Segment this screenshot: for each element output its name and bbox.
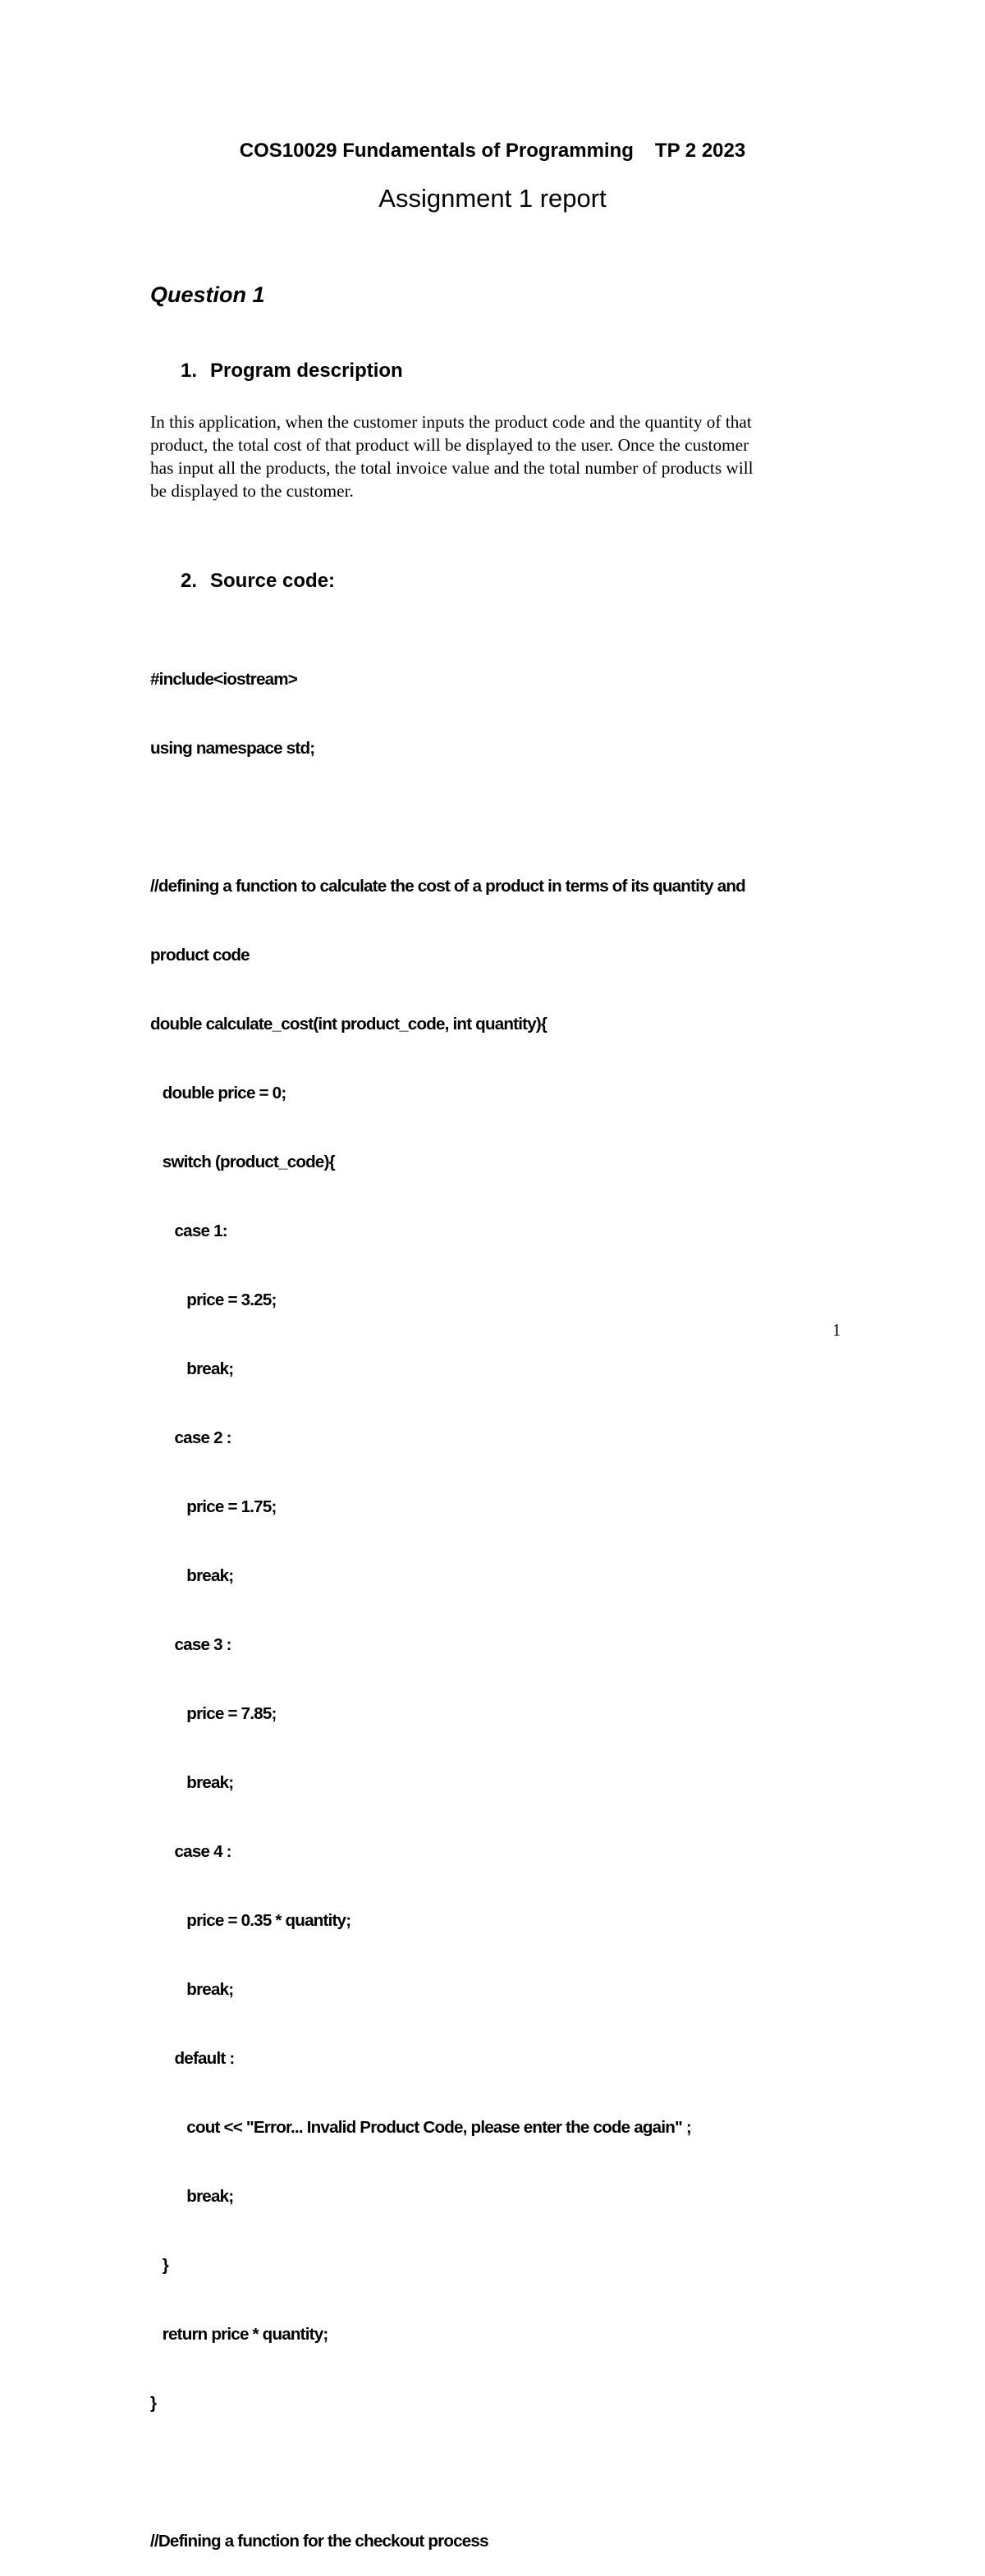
code-line: break; (150, 1566, 234, 1585)
paragraph-line: be displayed to the customer. (150, 481, 354, 501)
program-description-paragraph (150, 410, 873, 502)
code-line: //Defining a function for the checkout process (150, 2532, 488, 2551)
course-header (0, 140, 985, 163)
code-line: default : (150, 2049, 235, 2068)
code-line: case 3 : (150, 1635, 231, 1654)
code-line: double price = 0; (150, 1084, 286, 1102)
section-heading-source-code (181, 570, 335, 593)
code-line: #include<iostream> (150, 670, 298, 689)
code-line: //defining a function to calculate the cost of a product in terms of its quantity and (150, 877, 745, 896)
source-code-block (150, 622, 745, 2576)
code-line: price = 1.75; (150, 1497, 277, 1516)
code-line: return price * quantity; (150, 2325, 328, 2344)
paragraph-line: product, the total cost of that product will be displayed to the user. Once the customer (150, 435, 749, 455)
code-line (150, 2461, 745, 2484)
code-line: price = 7.85; (150, 1704, 277, 1723)
paragraph-line: In this application, when the customer inputs the product code and the quantity of that (150, 412, 752, 432)
code-line: price = 0.35 * quantity; (150, 1911, 351, 1930)
report-title: Assignment 1 report (378, 184, 607, 213)
code-line: cout << "Error... Invalid Product Code, please enter the code again" ; (150, 2118, 691, 2137)
code-line: case 4 : (150, 1842, 231, 1861)
code-line: } (150, 2394, 157, 2413)
code-line: break; (150, 1980, 234, 1999)
section-number: 1. (181, 360, 198, 382)
course-name: COS10029 Fundamentals of Programming (239, 140, 634, 162)
code-line: break; (150, 1773, 234, 1792)
question-heading: Question 1 (150, 282, 265, 307)
code-line: case 1: (150, 1222, 227, 1240)
code-line: switch (product_code){ (150, 1153, 335, 1171)
section-number: 2. (181, 570, 198, 592)
code-line: using namespace std; (150, 739, 315, 758)
code-line: product code (150, 946, 250, 965)
code-line: break; (150, 2187, 234, 2206)
page-number: 1 (832, 1320, 841, 1340)
code-line: } (150, 2256, 168, 2275)
code-line: price = 3.25; (150, 1290, 277, 1309)
code-line: double calculate_cost(int product_code, int quantity){ (150, 1015, 547, 1034)
section-title: Program description (210, 360, 403, 382)
course-term: TP 2 2023 (654, 140, 746, 162)
code-line: break; (150, 1359, 234, 1378)
code-line: case 2 : (150, 1428, 231, 1447)
section-heading-program-description (181, 360, 403, 383)
paragraph-line: has input all the products, the total invoice value and the total number of products will (150, 458, 754, 478)
code-line (150, 806, 745, 829)
section-title: Source code: (210, 570, 336, 592)
